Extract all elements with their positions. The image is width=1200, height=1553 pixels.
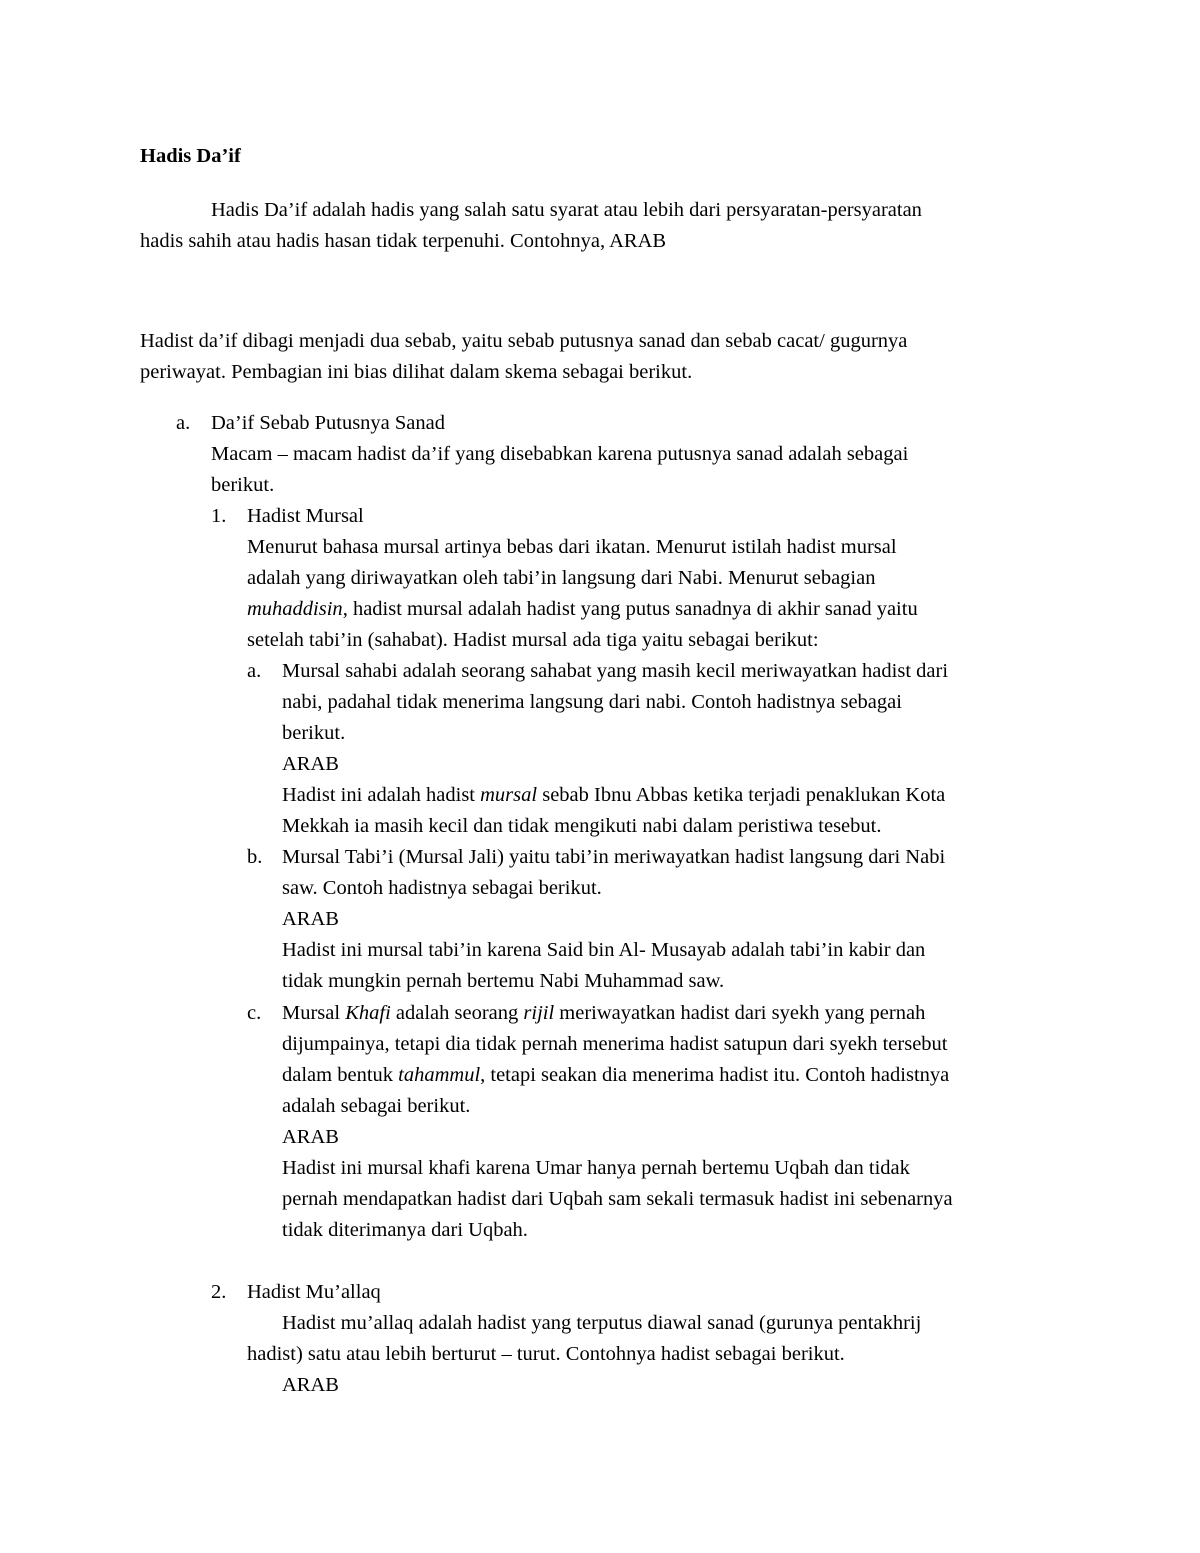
sub-line: nabi, padahal tidak menerima langsung dari nabi. Contoh hadistnya sebagai: [282, 691, 902, 713]
document-title: Hadis Da’if: [140, 145, 241, 167]
sub-line-text: adalah seorang: [390, 1002, 524, 1024]
list-marker: a.: [247, 660, 262, 682]
sub-line: Mursal Tabi’i (Mursal Jali) yaitu tabi’in meriwayatkan hadist langsung dari Nabi: [282, 846, 946, 868]
item-line: setelah tabi’in (sahabat). Hadist mursal ada tiga yaitu sebagai berikut:: [247, 629, 819, 651]
section-line: Macam – macam hadist da’if yang disebabkan karena putusnya sanad adalah sebagai: [211, 443, 909, 465]
item-heading: Hadist Mursal: [247, 505, 364, 527]
arab-placeholder: ARAB: [282, 1374, 339, 1396]
sub-line: pernah mendapatkan hadist dari Uqbah sam sekali termasuk hadist ini sebenarnya: [282, 1188, 953, 1210]
sub-line: [282, 998, 925, 1029]
sub-line: [282, 780, 945, 811]
division-line: Hadist da’if dibagi menjadi dua sebab, yaitu sebab putusnya sanad dan sebab cacat/ gugurnya: [140, 330, 908, 352]
item-line: [247, 594, 918, 625]
item-heading: Hadist Mu’allaq: [247, 1281, 381, 1303]
arab-placeholder: ARAB: [282, 908, 339, 930]
item-line: adalah yang diriwayatkan oleh tabi’in langsung dari Nabi. Menurut sebagian: [247, 567, 876, 589]
term-mursal: mursal: [480, 784, 538, 806]
section-heading: Da’if Sebab Putusnya Sanad: [211, 412, 445, 434]
sub-line-text: Mursal: [282, 1002, 346, 1024]
sub-line: Mursal sahabi adalah seorang sahabat yang masih kecil meriwayatkan hadist dari: [282, 660, 949, 682]
sub-line: dijumpainya, tetapi dia tidak pernah menerima hadist satupun dari syekh tersebut: [282, 1033, 948, 1055]
intro-line: hadis sahih atau hadis hasan tidak terpenuhi. Contohnya, ARAB: [140, 230, 667, 252]
sub-line-text: , tetapi seakan dia menerima hadist itu. Contoh hadistnya: [480, 1064, 950, 1086]
sub-line: Mekkah ia masih kecil dan tidak mengikuti nabi dalam peristiwa tesebut.: [282, 815, 882, 837]
item-line-text: , hadist mursal adalah hadist yang putus sanadnya di akhir sanad yaitu: [342, 598, 918, 620]
list-marker: 2.: [211, 1281, 227, 1303]
arab-placeholder: ARAB: [282, 1126, 339, 1148]
sub-line-text: meriwayatkan hadist dari syekh yang pernah: [554, 1002, 926, 1024]
intro-line: Hadis Da’if adalah hadis yang salah satu syarat atau lebih dari persyaratan-persyaratan: [211, 199, 922, 221]
term-khafi: Khafi: [345, 1002, 391, 1024]
list-marker: 1.: [211, 505, 227, 527]
term-muhaddisin: muhaddisin: [247, 598, 343, 620]
item-line: Menurut bahasa mursal artinya bebas dari ikatan. Menurut istilah hadist mursal: [247, 536, 897, 558]
sub-line: tidak diterimanya dari Uqbah.: [282, 1219, 528, 1241]
sub-line: berikut.: [282, 722, 346, 744]
sub-line: Hadist ini mursal tabi’in karena Said bin Al- Musayab adalah tabi’in kabir dan: [282, 939, 926, 961]
sub-line-text: sebab Ibnu Abbas ketika terjadi penaklukan Kota: [537, 784, 946, 806]
arab-placeholder: ARAB: [282, 753, 339, 775]
item-line: Hadist mu’allaq adalah hadist yang terputus diawal sanad (gurunya pentakhrij: [282, 1312, 922, 1334]
term-rijil: rijil: [523, 1002, 555, 1024]
sub-line-text: dalam bentuk: [282, 1064, 399, 1086]
term-tahammul: tahammul: [398, 1064, 481, 1086]
sub-line: [282, 1060, 949, 1091]
list-marker: c.: [247, 1002, 262, 1024]
sub-line: adalah sebagai berikut.: [282, 1095, 471, 1117]
list-marker: a.: [176, 412, 191, 434]
item-line: hadist) satu atau lebih berturut – turut. Contohnya hadist sebagai berikut.: [247, 1343, 845, 1365]
division-line: periwayat. Pembagian ini bias dilihat dalam skema sebagai berikut.: [140, 361, 693, 383]
sub-line: Hadist ini mursal khafi karena Umar hanya pernah bertemu Uqbah dan tidak: [282, 1157, 910, 1179]
sub-line: tidak mungkin pernah bertemu Nabi Muhammad saw.: [282, 970, 725, 992]
section-line: berikut.: [211, 474, 275, 496]
list-marker: b.: [247, 846, 263, 868]
sub-line-text: Hadist ini adalah hadist: [282, 784, 481, 806]
sub-line: saw. Contoh hadistnya sebagai berikut.: [282, 877, 602, 899]
